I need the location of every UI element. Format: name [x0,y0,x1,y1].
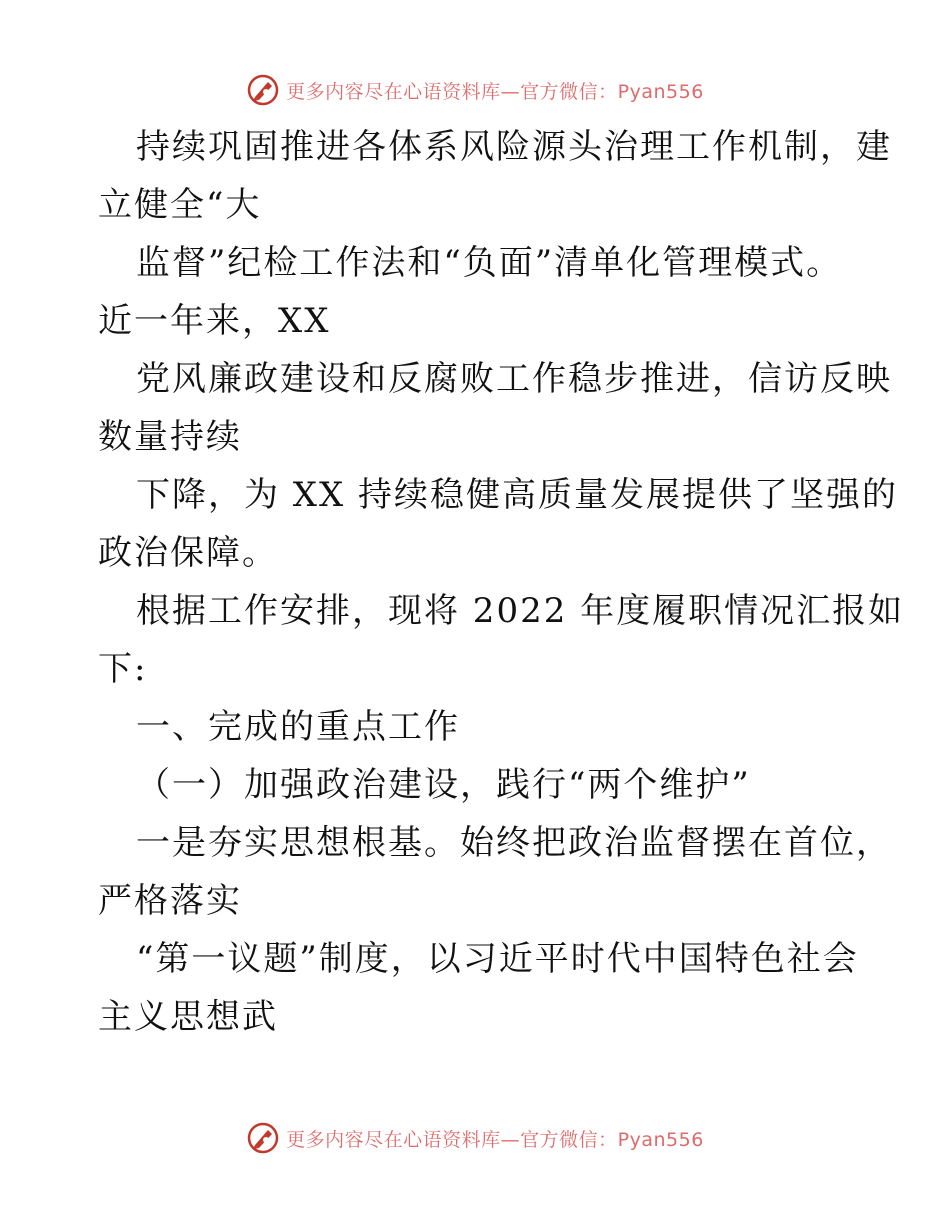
document-body [98,118,905,1046]
paragraph-line: 下降，为 XX 持续稳健高质量发展提供了坚强的 [136,475,899,515]
paragraph-line: 政治保障。 [98,533,278,573]
pen-logo-icon [246,1121,280,1155]
paragraph-line: 一是夯实思想根基。始终把政治监督摆在首位， [136,823,892,863]
paragraph-line: 监督”纪检工作法和“负面”清单化管理模式。 [136,243,843,283]
paragraph-line: 持续巩固推进各体系风险源头治理工作机制，建 [136,127,892,167]
paragraph-line: 下: [98,649,148,689]
paragraph-line: “第一议题”制度，以习近平时代中国特色社会 [136,939,859,979]
footer-watermark-text: 更多内容尽在心语资料库—官方微信：Pyan556 [286,1128,704,1151]
header-watermark-text: 更多内容尽在心语资料库—官方微信：Pyan556 [286,80,704,103]
pen-logo-icon [246,73,280,107]
section-heading: 一、完成的重点工作 [136,707,460,747]
paragraph-line: 党风廉政建设和反腐败工作稳步推进，信访反映 [136,359,892,399]
paragraph-line: 数量持续 [98,417,242,457]
paragraph-line: 立健全“大 [98,185,262,225]
header-watermark-banner [0,70,950,110]
paragraph-line: 主义思想武 [98,997,278,1037]
paragraph-line: 近一年来，XX [98,301,331,341]
footer-watermark-banner [0,1118,950,1158]
paragraph-line: 根据工作安排，现将 2022 年度履职情况汇报如 [136,591,905,631]
paragraph-line: 严格落实 [98,881,242,921]
subsection-heading: （一）加强政治建设，践行“两个维护” [136,765,751,805]
